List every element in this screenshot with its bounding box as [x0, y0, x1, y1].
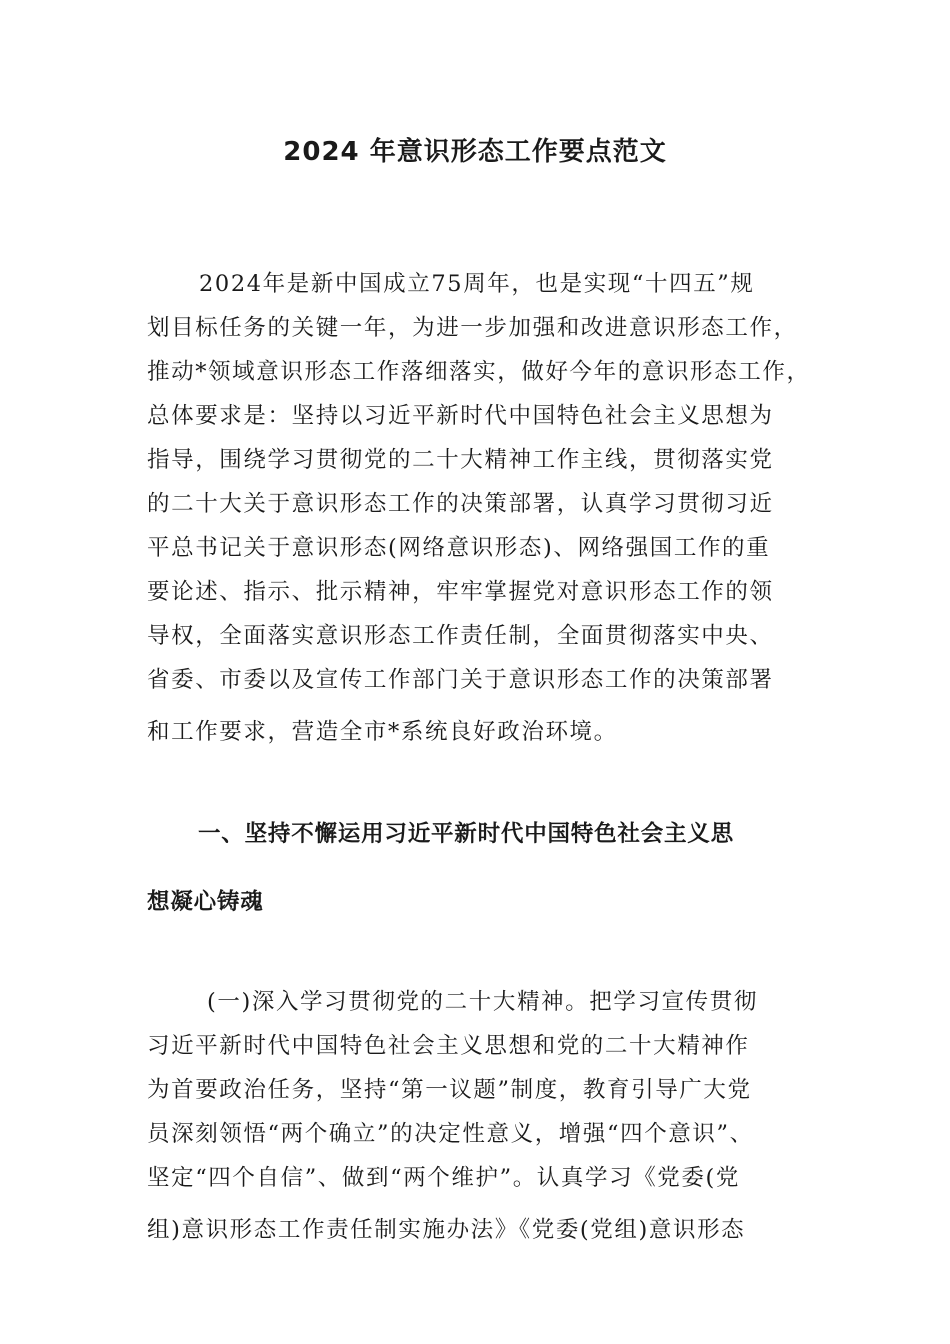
paragraph-line: 坚定“四个自信”、做到“两个维护”。认真学习《党委(党	[147, 1165, 740, 1191]
document-title: 2024 年意识形态工作要点范文	[283, 137, 667, 167]
paragraph-line: 导权，全面落实意识形态工作责任制，全面贯彻落实中央、	[147, 623, 774, 649]
paragraph-line: 为首要政治任务，坚持“第一议题”制度，教育引导广大党	[147, 1077, 752, 1103]
paragraph-line: 习近平新时代中国特色社会主义思想和党的二十大精神作	[147, 1033, 750, 1059]
paragraph-line: 总体要求是：坚持以习近平新时代中国特色社会主义思想为	[147, 403, 774, 429]
paragraph-line: 和工作要求，营造全市*系统良好政治环境。	[147, 719, 618, 745]
intro-paragraph	[147, 262, 811, 754]
paragraph-line: 推动*领域意识形态工作落细落实，做好今年的意识形态工作，	[147, 359, 811, 385]
paragraph-line: 员深刻领悟“两个确立”的决定性意义，增强“四个意识”、	[147, 1121, 754, 1147]
paragraph-line: 划目标任务的关键一年，为进一步加强和改进意识形态工作，	[147, 315, 798, 341]
paragraph-line: 要论述、指示、批示精神，牢牢掌握党对意识形态工作的领	[147, 579, 774, 605]
paragraph-line: 指导，围绕学习贯彻党的二十大精神工作主线，贯彻落实党	[147, 447, 774, 473]
paragraph-line: 组)意识形态工作责任制实施办法》《党委(党组)意识形态	[147, 1217, 746, 1243]
paragraph-line: 平总书记关于意识形态(网络意识形态)、网络强国工作的重	[147, 535, 771, 561]
subsection-paragraph	[147, 980, 758, 1252]
paragraph-line: 省委、市委以及宣传工作部门关于意识形态工作的决策部署	[147, 667, 774, 693]
section-heading-line1: 一、坚持不懈运用习近平新时代中国特色社会主义思	[198, 821, 734, 847]
section-heading-line2: 想凝心铸魂	[147, 889, 264, 915]
paragraph-line: 的二十大关于意识形态工作的决策部署，认真学习贯彻习近	[147, 491, 774, 517]
paragraph-line: (一)深入学习贯彻党的二十大精神。把学习宣传贯彻	[207, 989, 758, 1015]
paragraph-line: 2024年是新中国成立75周年，也是实现“十四五”规	[199, 271, 755, 297]
